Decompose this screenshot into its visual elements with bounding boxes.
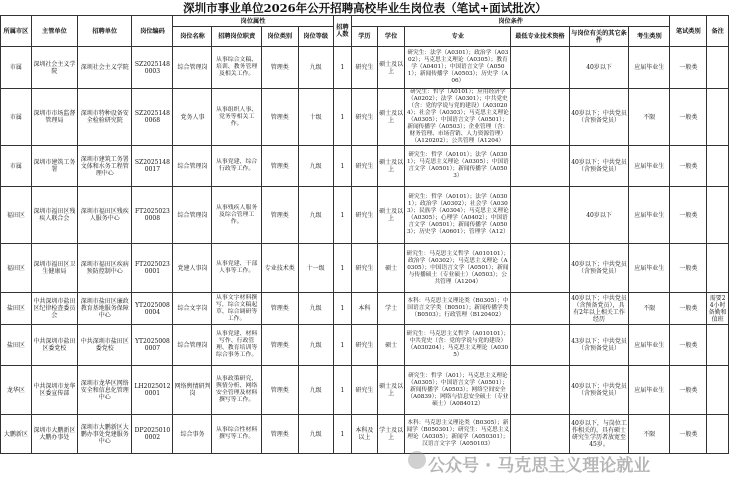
cell-count: 1 <box>333 89 351 146</box>
cell-code: FT20250230001 <box>132 244 173 293</box>
cell-level: 九级 <box>298 146 333 187</box>
table-row <box>1 146 729 187</box>
cell-pos-name: 党务人事 <box>173 89 212 146</box>
cell-remark <box>707 366 729 415</box>
page-title: 深圳市事业单位2026年公开招聘高校毕业生岗位表（笔试+面试批次） <box>183 1 547 15</box>
cell-pos-name: 综合管理岗 <box>173 47 212 89</box>
cell-count: 1 <box>333 244 351 293</box>
cell-cand-type: 不限 <box>629 293 670 325</box>
cell-cert <box>511 415 570 454</box>
cell-level: 九级 <box>298 325 333 366</box>
cell-exam-type: 一般类 <box>670 415 707 454</box>
cell-area: 市属 <box>1 47 32 89</box>
cell-edu: 本科及以上 <box>352 415 378 454</box>
cell-count: 1 <box>333 293 351 325</box>
cell-dept: 中共深圳市盐田区委党校 <box>31 325 77 366</box>
cell-category: 专业技术类 <box>261 244 298 293</box>
cell-category: 管理类 <box>261 293 298 325</box>
cell-code: FT20250230008 <box>132 187 173 244</box>
cell-duty: 从事文字材料撰写，综合文稿起草、综合调研等工作。 <box>212 293 261 325</box>
cell-edu: 研究生 <box>352 89 378 146</box>
table-body <box>1 47 729 454</box>
cell-count: 1 <box>333 325 351 366</box>
cell-code: SZ20251480068 <box>132 89 173 146</box>
cell-cert <box>511 325 570 366</box>
header-degree: 学位 <box>377 27 405 47</box>
cell-major: 研究生：哲学（A0101）；应用经济学（A0202）；法学（A0301）；中共党史（含：党的学说与党的建设）（A030204）；社会学（A0303）；马克思主义理论（A0305）；中国语言文学（A0501）；新闻传播学（A0503）；企业管理（含：财务管理、市场营销、人力资源管理）（A120202）；公共管理（A1204） <box>406 89 509 144</box>
cell-pos-name: 网络舆情研判岗 <box>173 366 212 415</box>
cell-duty: 从事政策研究、舆情分析、网络安全管理及材料撰写等工作。 <box>212 366 261 415</box>
header-level: 岗位等级 <box>298 27 333 47</box>
cell-unit: 深圳市龙华区网络安全和信息化管理中心 <box>78 366 132 415</box>
cell-category: 管理类 <box>261 415 298 454</box>
cell-duty: 从事党建、材料写作、行政管理、教育培训等综合事务工作。 <box>212 325 261 366</box>
cell-remark <box>707 47 729 89</box>
cell-code: DP20250100002 <box>132 415 173 454</box>
header-major: 专业 <box>405 27 511 47</box>
cell-edu: 研究生 <box>352 146 378 187</box>
cell-cand-type: 应届毕业生 <box>629 325 670 366</box>
cell-cand-type: 不限 <box>629 89 670 146</box>
cell-cand-type: 应届毕业生 <box>629 187 670 244</box>
cell-level: 十一级 <box>298 244 333 293</box>
cell-pos-name: 综合管理岗 <box>173 146 212 187</box>
cell-code: YT20250080004 <box>132 293 173 325</box>
cell-exam-type: 一般类 <box>670 366 707 415</box>
cell-code: YT20250080007 <box>132 325 173 366</box>
cell-duty: 从事残疾人服务及综合管理工作。 <box>212 187 261 244</box>
cell-dept: 深圳社会主义学院 <box>31 47 77 89</box>
cell-degree: 硕士及以上 <box>377 187 405 244</box>
cell-category: 管理类 <box>261 89 298 146</box>
table-row <box>1 187 729 244</box>
cell-unit: 深圳市盐田区廉政教育基地服务保障中心 <box>78 293 132 325</box>
cell-category: 管理类 <box>261 47 298 89</box>
cell-level: 九级 <box>298 293 333 325</box>
cell-other: 40岁以下；中共党员（含预备党员） <box>569 244 629 293</box>
cell-other: 40岁以下 <box>569 47 629 89</box>
cell-area: 盐田区 <box>1 293 32 325</box>
table-row <box>1 415 729 454</box>
cell-duty: 从事党建、干部人事等工作。 <box>212 244 261 293</box>
cell-code: LH20250120001 <box>132 366 173 415</box>
cell-cert <box>511 366 570 415</box>
cell-level: 九级 <box>298 187 333 244</box>
cell-unit: 中共深圳市盐田区委党校 <box>78 325 132 366</box>
cell-major: 本科：马克思主义理论类（B0305）；中国语言文学类（B0501）；新闻传播学类（B0503）；行政管理（B120402） <box>405 293 511 325</box>
cell-duty: 从事综合性材料撰写等工作。 <box>212 415 261 454</box>
cell-cand-type: 应届毕业生 <box>629 146 670 187</box>
cell-dept: 深圳市福田区卫生健康局 <box>31 244 77 293</box>
cell-pos-name: 综合管理岗 <box>173 325 212 366</box>
header-edu: 学历 <box>352 27 378 47</box>
table-row <box>1 325 729 366</box>
cell-unit: 深圳市大鹏新区大鹏办事处党建服务中心 <box>78 415 132 454</box>
cell-degree: 硕士 <box>377 244 405 293</box>
cell-area: 市属 <box>1 89 32 146</box>
cell-dept: 深圳市福田区残疾人联合会 <box>31 187 77 244</box>
cell-other: 40岁以下；中共党员（含预备党员） <box>569 146 629 187</box>
cell-cand-type: 应届毕业生 <box>629 47 670 89</box>
cell-other: 40岁以下；中共党员（含预备党员），具有2年以上相关工作经历 <box>571 294 627 323</box>
cell-major: 本科：马克思主义理论类（B0305）；新闻学（B050301）；研究生：马克思主义理论（A0305）；新闻学（A050301）；汉语言文字学（A050103） <box>405 415 511 454</box>
cell-degree: 学士及以上 <box>377 415 405 454</box>
cell-other: 40岁以下；中共党员（含预备党员） <box>569 366 629 415</box>
header-duty: 招聘岗位职责 <box>212 27 261 47</box>
cell-cert <box>511 293 570 325</box>
cell-major: 研究生：法学（A0301）；政治学（A0302）；马克思主义理论（A0305）；教育学（A0401）；中国语言文学（A0501）；新闻传播学（A0503）；历史学（A06） <box>405 47 511 89</box>
cell-duty: 从事综合文稿、培训、教务管理及相关工作。 <box>212 47 261 89</box>
cell-dept: 中共深圳市龙华区委宣传部 <box>31 366 77 415</box>
cell-exam-type: 一般类 <box>670 293 707 325</box>
cell-edu: 研究生 <box>352 244 378 293</box>
cell-exam-type: 一般类 <box>670 47 707 89</box>
cell-count: 1 <box>333 187 351 244</box>
cell-exam-type: 一般类 <box>670 244 707 293</box>
cell-degree: 学士 <box>377 293 405 325</box>
table-row <box>1 89 729 146</box>
cell-area: 福田区 <box>1 187 32 244</box>
cell-edu: 研究生 <box>352 187 378 244</box>
cell-cert <box>511 187 570 244</box>
table-row <box>1 244 729 293</box>
cell-category: 管理类 <box>261 146 298 187</box>
job-table <box>0 15 729 454</box>
cell-unit: 深圳市福田区疾病预防控制中心 <box>78 244 132 293</box>
cell-level: 九级 <box>298 415 333 454</box>
cell-edu: 本科 <box>352 293 378 325</box>
cell-code: SZ20251480017 <box>132 146 173 187</box>
header-other: 与岗位有关的其它条件 <box>569 27 629 47</box>
cell-unit: 深圳市建筑工务署文体和水务工程管理中心 <box>78 146 132 187</box>
cell-remark <box>707 187 729 244</box>
cell-area: 大鹏新区 <box>1 415 32 454</box>
cell-edu: 研究生 <box>352 325 378 366</box>
table-row <box>1 47 729 89</box>
cell-remark: 需要24小时备勤和值班 <box>708 294 727 323</box>
cell-remark <box>707 89 729 146</box>
cell-degree: 硕士 <box>377 325 405 366</box>
cell-major: 研究生：哲学（A0101）；法学（A0301）；政治学（A0302）；社会学（A0303）；民族学（A0304）；马克思主义理论（A0305）；心理学（A0402）；中国语言文学（A0501）；新闻传播学（A0503）；历史学（A0601）；管理学（A12） <box>405 187 511 244</box>
cell-level: 十级 <box>298 89 333 146</box>
header-category: 岗位类别 <box>261 27 298 47</box>
cell-remark <box>707 415 729 454</box>
header-cert: 最低专业技术资格 <box>511 27 570 47</box>
cell-degree: 硕士及以上 <box>377 89 405 146</box>
header-exam-type: 笔试类别 <box>670 16 707 47</box>
cell-category: 管理类 <box>261 366 298 415</box>
cell-cand-type: 应届毕业生 <box>629 244 670 293</box>
cell-area: 福田区 <box>1 244 32 293</box>
cell-dept: 深圳市建筑工务署 <box>31 146 77 187</box>
cell-count: 1 <box>333 415 351 454</box>
cell-other: 40岁以下，与岗位工作相关的，具有硕士研究生学历者放宽至45岁。 <box>569 415 629 454</box>
cell-degree: 硕士及以上 <box>377 146 405 187</box>
cell-count: 1 <box>333 47 351 89</box>
cell-major: 研究生：哲学（A01）；马克思主义理论（A0305）；中国语言文学（A0501）；新闻传播学（A0503）；网络空间安全（A0839）；网络与信息安全硕士（专业硕士）（A084012） <box>405 366 511 415</box>
cell-unit: 深圳市福田区残疾人服务中心 <box>78 187 132 244</box>
cell-level: 九级 <box>298 366 333 415</box>
cell-edu: 研究生 <box>352 366 378 415</box>
cell-other: 43岁以下；中共党员（含预备党员） <box>569 325 629 366</box>
cell-remark <box>707 244 729 293</box>
watermark: 公众号 · 马克思主义理论就业 <box>428 456 651 476</box>
cell-remark <box>707 146 729 187</box>
cell-duty: 从事组织人事、党务等相关工作。 <box>212 89 261 146</box>
header-code: 岗位编码 <box>132 16 173 47</box>
header-group-attr: 岗位属性 <box>173 16 333 27</box>
cell-cert <box>511 47 570 89</box>
cell-major: 研究生：马克思主义哲学（A010101）；政治学（A0302）；马克思主义理论（A0305）；中国语言文学（A0501）；新闻与传播硕士（专业硕士）（A0503）；公共管理（A1204） <box>405 244 511 293</box>
header-unit: 招聘单位 <box>78 16 132 47</box>
cell-area: 盐田区 <box>1 325 32 366</box>
cell-category: 管理类 <box>261 325 298 366</box>
cell-major: 研究生：哲学（A0101）；法学（A0301）；马克思主义理论（A0305）；中国语言文学（A0501）；新闻传播学（A0503） <box>405 146 511 187</box>
header-group-cond: 岗位条件 <box>352 16 670 27</box>
cell-pos-name: 综合事务 <box>173 415 212 454</box>
header-dept: 主管单位 <box>31 16 77 47</box>
cell-other: 40岁以下；中共党员（含预备党员） <box>569 89 629 146</box>
cell-pos-name: 党建人事岗 <box>173 244 212 293</box>
cell-dept: 中共深圳市盐田区纪律检查委员会 <box>31 293 77 325</box>
cell-exam-type: 一般类 <box>670 325 707 366</box>
header-pos-name: 岗位名称 <box>173 27 212 47</box>
cell-category: 管理类 <box>261 187 298 244</box>
cell-dept: 深圳市市场监督管理局 <box>31 89 77 146</box>
cell-pos-name: 综合管理岗 <box>173 187 212 244</box>
cell-exam-type: 一般类 <box>670 146 707 187</box>
cell-major: 研究生：马克思主义哲学（A010101）；中共党史（含：党的学说与党的建设）（A030204）；马克思主义理论（A0305） <box>405 325 511 366</box>
cell-count: 1 <box>333 146 351 187</box>
cell-unit: 深圳市特种设备安全检验研究院 <box>78 89 132 146</box>
cell-cert <box>511 89 570 146</box>
cell-exam-type: 一般类 <box>670 187 707 244</box>
table-row <box>1 366 729 415</box>
cell-count: 1 <box>333 366 351 415</box>
cell-code: SZ20251480003 <box>132 47 173 89</box>
cell-dept: 深圳市大鹏新区大鹏办事处 <box>31 415 77 454</box>
cell-cand-type: 应届毕业生 <box>629 366 670 415</box>
header-area: 所属市区 <box>1 16 32 47</box>
cell-unit: 深圳社会主义学院 <box>78 47 132 89</box>
cell-area: 龙华区 <box>1 366 32 415</box>
cell-degree: 硕士及以上 <box>377 47 405 89</box>
cell-duty: 从事党建、综合行政等工作。 <box>212 146 261 187</box>
header-cand-type: 考生类别 <box>629 27 670 47</box>
cell-area: 市属 <box>1 146 32 187</box>
cell-level: 九级 <box>298 47 333 89</box>
cell-other: 40岁以下 <box>569 187 629 244</box>
cell-exam-type: 一般类 <box>670 89 707 146</box>
cell-edu: 研究生 <box>352 47 378 89</box>
table-row <box>1 293 729 325</box>
header-remark: 备注 <box>707 16 729 47</box>
cell-remark <box>707 325 729 366</box>
cell-degree: 硕士及以上 <box>377 366 405 415</box>
cell-cert <box>511 244 570 293</box>
cell-cert <box>511 146 570 187</box>
header-count: 招聘人数 <box>333 16 351 47</box>
cell-pos-name: 综合文字岗 <box>173 293 212 325</box>
cell-cand-type: 不限 <box>629 415 670 454</box>
